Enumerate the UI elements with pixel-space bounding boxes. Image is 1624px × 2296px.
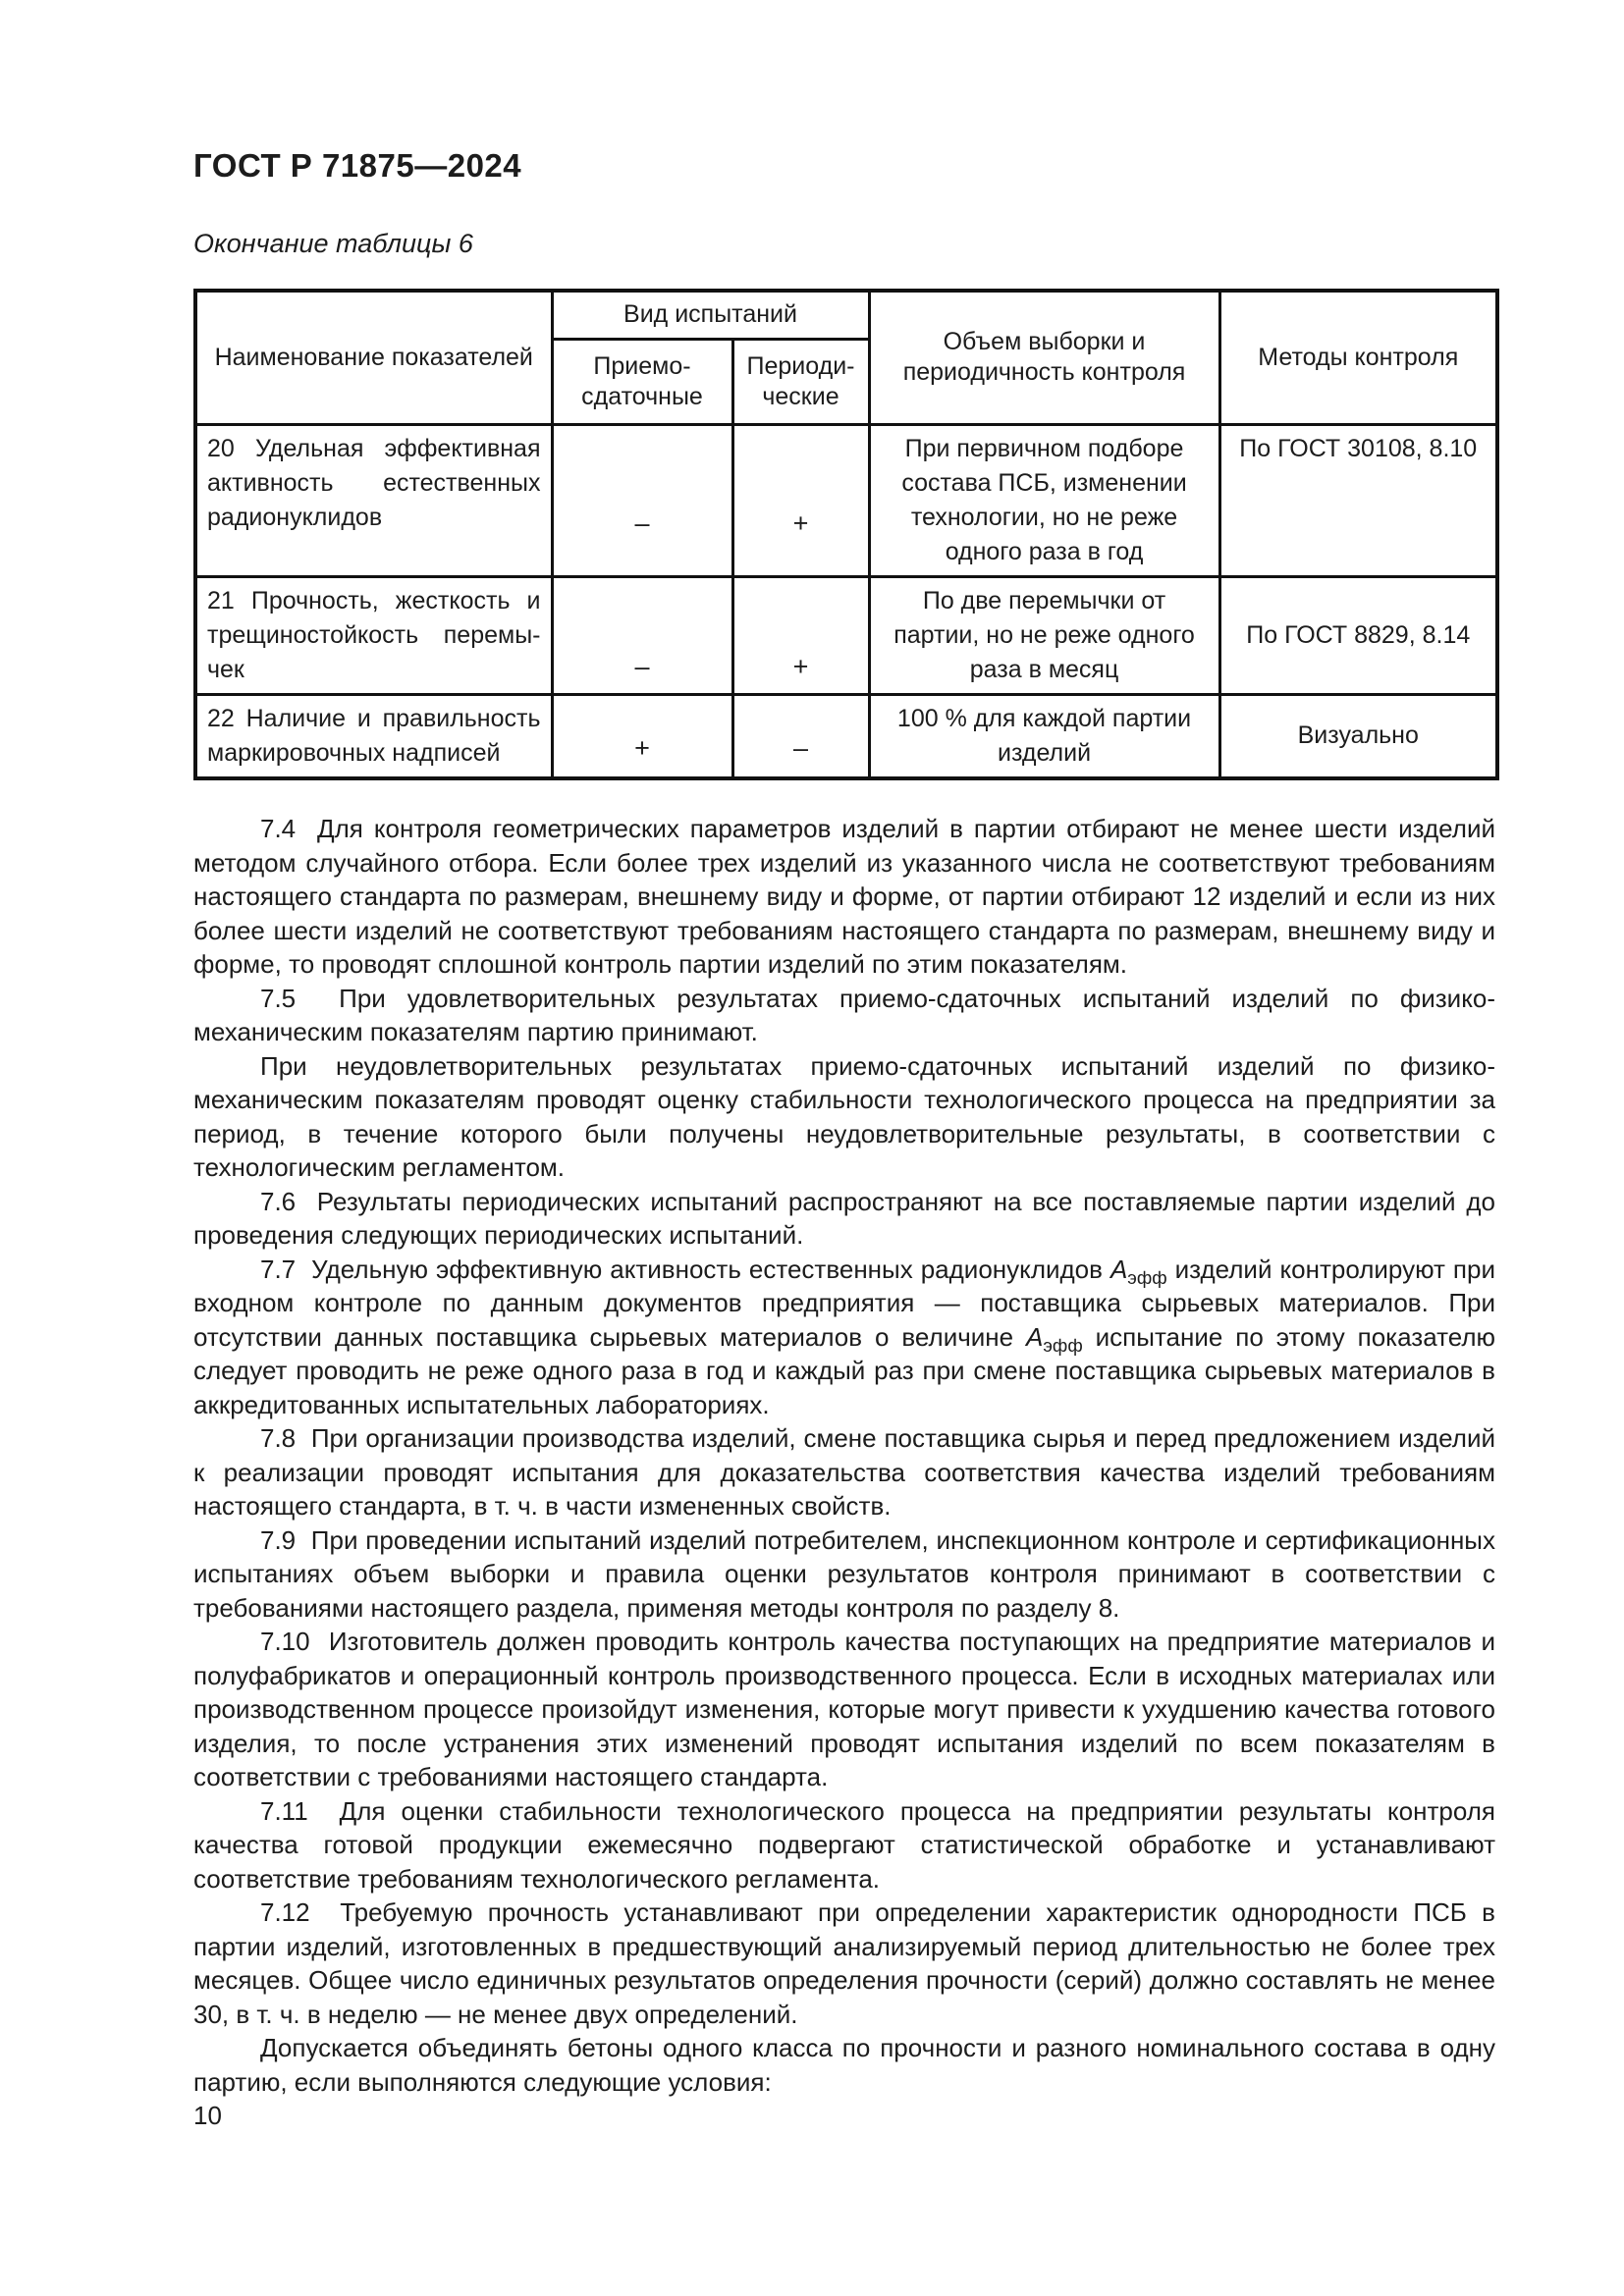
symbol-subscript: эфф [1043,1334,1083,1356]
body-paragraph: 7.4 Для контроля геометрических параметров изделий в партии отбирают не менее шести изделий методом случайного отбора. Если более трех изделий из указанного числа не соответствуют требованиям настоящего стандарта по размерам, внешнему виду и форме, от партии отбирают 12 изделий и если из них более шести изделий не соответствуют требованиям настоящего стандарта по размерам, внешнему виду и форме, то проводят сплошной контроль партии изделий по этим показателям. [193,814,1495,979]
method-cell: Визуально [1219,694,1497,778]
body-text [193,812,1495,2099]
body-paragraph: При неудовлетворительных результатах приемо-сдаточных испытаний изделий по физико-механическим показателям проводят оценку стабильности технологического процесса на предприятии за период, в течение которого были получены неудовлетворительные результаты, в соответствии с технологическим регламентом. [193,1050,1495,1182]
sampling-cell: При первичном подборе состава ПСБ, изменении технологии, но не реже одного раза в год [869,424,1219,576]
periodic-mark-cell: + [732,424,869,576]
indicator-name-cell: 22 Наличие и правильность маркировочных надписей [195,694,552,778]
sampling-cell: По две перемычки от партии, но не реже одного раза в месяц [869,576,1219,694]
col-header-acceptance: Приемо-сдаточные [552,339,732,424]
body-paragraph: 7.11 Для оценки стабильности технологического процесса на предприятии результаты контроля качества готовой продукции ежемесячно подвергают статистической обработке и устанавливают соответствие требованиям технологического регламента. [193,1795,1495,1894]
page-content [193,147,1495,2133]
body-paragraph: 7.7 Удельную эффективную активность естественных радионуклидов $А_{эфф}$ изделий контролируют при входном контроле по данным документов предприятия — поставщика сырьевых материалов. При отсутствии данных поставщика сырьевых материалов о величине $А_{эфф}$ испытание по этому показателю следует проводить не реже одного раза в год и каждый раз при смене поставщика сырьевых материалов в аккредитованных испытательных лабораториях. [193,1254,1495,1419]
indicator-name-cell: 21 Прочность, жесткость и трещиностойкость перемы-чек [195,576,552,694]
col-header-indicator-name: Наименование показателей [195,291,552,424]
standard-code-heading: ГОСТ Р 71875—2024 [193,147,522,184]
body-paragraph: 7.9 При проведении испытаний изделий потребителем, инспекционном контроле и сертификационных испытаниях объем выборки и правила оценки результатов контроля принимают в соответствии с требованиями настоящего раздела, применяя методы контроля по разделу 8. [193,1524,1495,1623]
periodic-mark-cell: – [732,694,869,778]
indicator-name-cell: 20 Удельная эффективная активность естественных радионуклидов [195,424,552,576]
table-header-row-group [195,291,1497,339]
effective-activity-symbol: А [1026,1321,1044,1352]
col-header-test-type-group: Вид испытаний [552,291,869,339]
col-header-methods: Методы контроля [1219,291,1497,424]
col-header-periodic: Периоди-ческие [732,339,869,424]
acceptance-mark-cell: – [552,576,732,694]
body-paragraph: 7.6 Результаты периодических испытаний распространяют на все поставляемые партии изделий до проведения следующих периодических испытаний. [193,1186,1495,1250]
col-header-sampling: Объем выборки и периодичность контроля [869,291,1219,424]
page-number: 10 [193,2101,222,2130]
table-row [195,424,1497,576]
acceptance-mark-cell: + [552,694,732,778]
table-caption: Окончание таблицы 6 [193,229,473,258]
body-paragraph: 7.8 При организации производства изделий, смене поставщика сырья и перед предложением изделий к реализации проводят испытания для доказательства соответствия качества изделий требованиям настоящего стандарта, в т. ч. в части измененных свойств. [193,1423,1495,1521]
sampling-cell: 100 % для каждой партии изделий [869,694,1219,778]
table-row [195,694,1497,778]
method-cell: По ГОСТ 30108, 8.10 [1219,424,1497,576]
method-cell: По ГОСТ 8829, 8.14 [1219,576,1497,694]
body-paragraph: 7.12 Требуемую прочность устанавливают при определении характеристик однородности ПСБ в партии изделий, изготовленных в предшествующий анализируемый период длительностью не более трех месяцев. Общее число единичных результатов определения прочности (серий) должно составлять не менее 30, в т. ч. в неделю — не менее двух определений. [193,1897,1495,2029]
body-paragraph: 7.5 При удовлетворительных результатах приемо-сдаточных испытаний изделий по физико-механическим показателям партию принимают. [193,983,1495,1046]
acceptance-mark-cell: – [552,424,732,576]
table-row [195,576,1497,694]
periodic-mark-cell: + [732,576,869,694]
effective-activity-symbol: А [1110,1254,1128,1284]
symbol-subscript: эфф [1127,1266,1167,1288]
control-tests-table [193,289,1499,780]
body-paragraph: 7.10 Изготовитель должен проводить контроль качества поступающих на предприятие материалов и полуфабрикатов и операционный контроль производственного процесса. Если в исходных материалах или производственном процессе произойдут изменения, которые могут привести к ухудшению качества готового изделия, то после устранения этих изменений проводят испытания изделий по всем показателям в соответствии с требованиями настоящего стандарта. [193,1627,1495,1791]
body-paragraph: Допускается объединять бетоны одного класса по прочности и разного номинального состава в одну партию, если выполняются следующие условия: [193,2033,1495,2097]
